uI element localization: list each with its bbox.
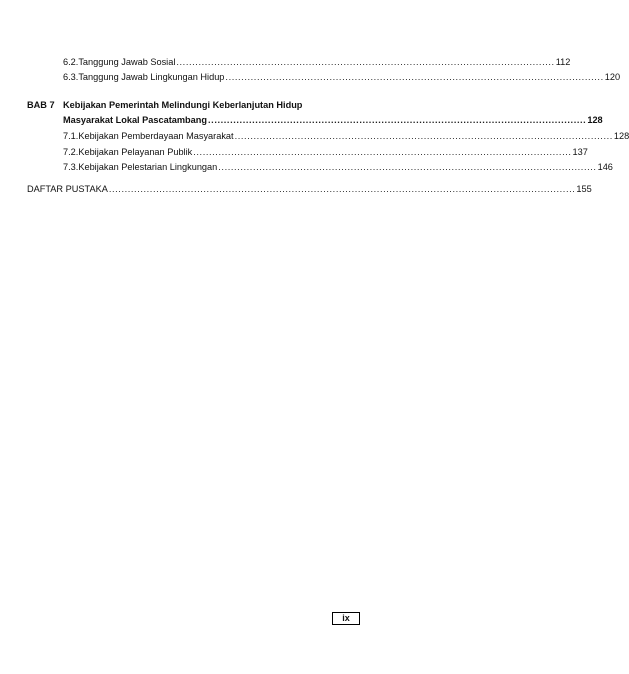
chapter-label: BAB 7 <box>27 100 55 110</box>
toc-entry-6-2[interactable] <box>63 57 571 67</box>
toc-entry-page: 146 <box>597 162 613 172</box>
toc-entry-7-3[interactable] <box>63 162 613 172</box>
toc-entry-title: Tanggung Jawab Sosial <box>78 57 176 67</box>
dot-leader: ........................................................................................................................ <box>225 72 604 82</box>
chapter-page: 128 <box>587 115 603 125</box>
dot-leader: ........................................................................................................................ <box>193 147 572 157</box>
toc-entry-page: 137 <box>572 147 588 157</box>
dot-leader: .................................................................................................................................................... <box>108 184 576 194</box>
toc-entry-bibliography[interactable] <box>27 184 592 194</box>
toc-entry-number: 7.2. <box>63 147 79 157</box>
page-number-box: ix <box>332 612 360 625</box>
toc-entry-number: 7.1. <box>63 131 79 141</box>
toc-entry-7-1[interactable] <box>63 131 629 141</box>
toc-entry-title: Kebijakan Pemberdayaan Masyarakat <box>78 131 234 141</box>
toc-entry-number: 6.2. <box>63 57 79 67</box>
toc-entry-number: 6.3. <box>63 72 79 82</box>
toc-entry-page: 120 <box>604 72 621 82</box>
toc-entry-page: 128 <box>613 131 629 141</box>
toc-entry-title: Tanggung Jawab Lingkungan Hidup <box>78 72 225 82</box>
dot-leader: ........................................................................................................................ <box>208 115 587 125</box>
chapter-title-line-1[interactable]: Kebijakan Pemerintah Melindungi Keberlanjutan Hidup <box>63 100 303 110</box>
chapter-title-line-2[interactable] <box>63 115 603 125</box>
toc-entry-page: 112 <box>555 57 571 67</box>
chapter-title-text: Masyarakat Lokal Pascatambang <box>63 115 208 125</box>
toc-entry-title: DAFTAR PUSTAKA <box>27 184 108 194</box>
dot-leader: ........................................................................................................................ <box>234 131 613 141</box>
toc-entry-7-2[interactable] <box>63 147 588 157</box>
dot-leader: ........................................................................................................................ <box>218 162 597 172</box>
toc-entry-6-3[interactable] <box>63 72 621 82</box>
toc-entry-page: 155 <box>576 184 592 194</box>
toc-entry-title: Kebijakan Pelayanan Publik <box>78 147 193 157</box>
dot-leader: ........................................................................................................................ <box>176 57 555 67</box>
toc-entry-number: 7.3. <box>63 162 79 172</box>
toc-entry-title: Kebijakan Pelestarian Lingkungan <box>78 162 218 172</box>
